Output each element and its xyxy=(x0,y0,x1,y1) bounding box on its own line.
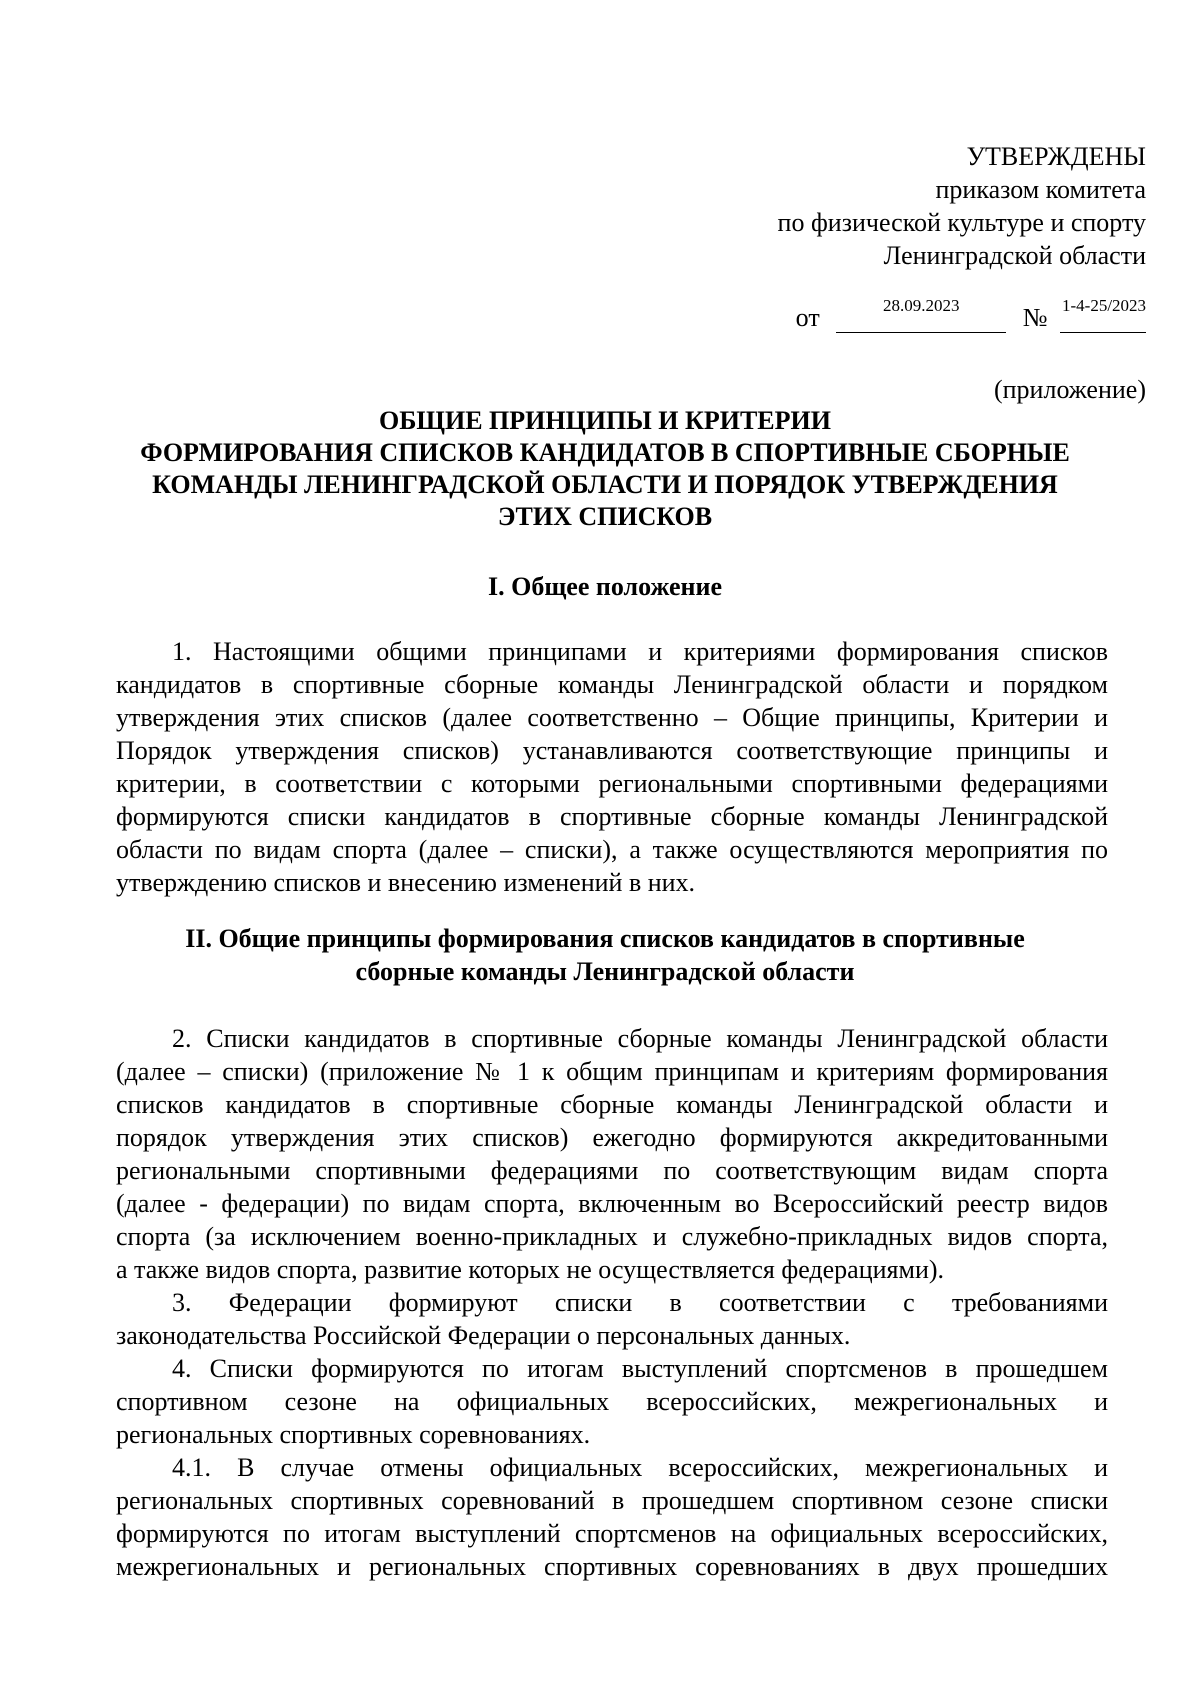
date-field xyxy=(836,296,1006,333)
text-line: 2. Списки кандидатов в спортивные сборные команды Ленинградской области xyxy=(172,1024,1108,1053)
number-value: 1-4-25/2023 xyxy=(1062,296,1147,315)
text-line: формируются списки кандидатов в спортивные сборные команды Ленинградской xyxy=(116,802,1108,831)
text-line: а также видов спорта, развитие которых не осуществляется федерациями). xyxy=(116,1255,945,1284)
section-1-heading xyxy=(110,570,1100,603)
paragraph-4 xyxy=(116,1352,1108,1451)
section-2-heading xyxy=(110,922,1100,988)
order-date-number xyxy=(796,296,1146,348)
heading-line: сборные команды Ленинградской области xyxy=(355,957,855,986)
document-title xyxy=(110,405,1100,533)
text-line: 4. Списки формируются по итогам выступлений спортсменов в прошедшем xyxy=(172,1354,1108,1383)
text-line: списков кандидатов в спортивные сборные команды Ленинградской области и xyxy=(116,1090,1108,1119)
text-line: (далее – списки) (приложение № 1 к общим принципам и критериям формирования xyxy=(116,1057,1108,1086)
text-line: критерии, в соответствии с которыми региональными спортивными федерациями xyxy=(116,769,1108,798)
text-line: области по видам спорта (далее – списки), а также осуществляются мероприятия по xyxy=(116,835,1108,864)
text-line: региональных спортивных соревнованиях. xyxy=(116,1420,591,1449)
text-line: Порядок утверждения списков) устанавливаются соответствующие принципы и xyxy=(116,736,1108,765)
title-line: ЭТИХ СПИСКОВ xyxy=(497,502,713,531)
text-line: спорта (за исключением военно-прикладных и служебно-прикладных видов спорта, xyxy=(116,1222,1108,1251)
title-line: ФОРМИРОВАНИЯ СПИСКОВ КАНДИДАТОВ В СПОРТИВНЫЕ СБОРНЫЕ xyxy=(140,438,1070,467)
approval-line: Ленинградской области xyxy=(883,241,1146,270)
number-label: № xyxy=(1022,303,1048,332)
text-line: (далее - федерации) по видам спорта, включенным во Всероссийский реестр видов xyxy=(116,1189,1108,1218)
paragraph-1 xyxy=(116,635,1108,899)
title-line: КОМАНДЫ ЛЕНИНГРАДСКОЙ ОБЛАСТИ И ПОРЯДОК УТВЕРЖДЕНИЯ xyxy=(152,470,1058,499)
date-label: от xyxy=(795,303,820,332)
text-line: кандидатов в спортивные сборные команды Ленинградской области и порядком xyxy=(116,670,1108,699)
paragraph-3 xyxy=(116,1286,1108,1352)
approval-title: УТВЕРЖДЕНЫ xyxy=(966,142,1146,171)
appendix-tag: (приложение) xyxy=(993,375,1146,404)
text-line: региональных спортивных соревнований в прошедшем спортивном сезоне списки xyxy=(116,1486,1108,1515)
text-line: законодательства Российской Федерации о персональных данных. xyxy=(116,1321,851,1350)
paragraph-4-1 xyxy=(116,1451,1108,1583)
text-line: порядок утверждения этих списков) ежегодно формируются аккредитованными xyxy=(116,1123,1108,1152)
text-line: 3. Федерации формируют списки в соответствии с требованиями xyxy=(172,1288,1108,1317)
approval-block xyxy=(778,140,1146,272)
text-line: формируются по итогам выступлений спортсменов на официальных всероссийских, xyxy=(116,1519,1108,1548)
text-line: межрегиональных и региональных спортивных соревнованиях в двух прошедших xyxy=(116,1552,1108,1581)
text-line: 4.1. В случае отмены официальных всероссийских, межрегиональных и xyxy=(172,1453,1108,1482)
paragraph-2 xyxy=(116,1022,1108,1286)
heading-line: II. Общие принципы формирования списков кандидатов в спортивные xyxy=(185,924,1025,953)
text-line: утверждения этих списков (далее соответственно – Общие принципы, Критерии и xyxy=(116,703,1108,732)
title-line: ОБЩИЕ ПРИНЦИПЫ И КРИТЕРИИ xyxy=(379,406,831,435)
text-line: 1. Настоящими общими принципами и критериями формирования списков xyxy=(172,637,1108,666)
approval-line: приказом комитета xyxy=(935,175,1146,204)
text-line: утверждению списков и внесению изменений в них. xyxy=(116,868,696,897)
approval-line: по физической культуре и спорту xyxy=(777,208,1146,237)
text-line: спортивном сезоне на официальных всероссийских, межрегиональных и xyxy=(116,1387,1108,1416)
number-field xyxy=(1060,296,1146,333)
heading-line: I. Общее положение xyxy=(488,572,722,601)
date-value: 28.09.2023 xyxy=(882,296,960,315)
text-line: региональными спортивными федерациями по соответствующим видам спорта xyxy=(116,1156,1108,1185)
